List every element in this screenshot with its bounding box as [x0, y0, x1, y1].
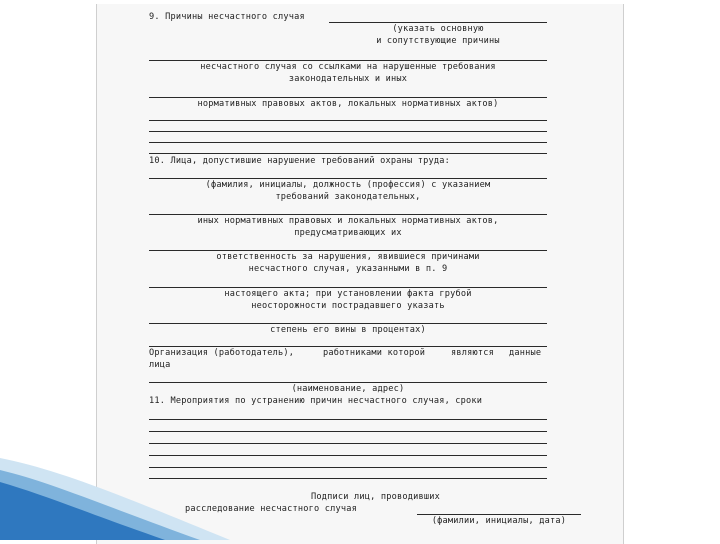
fill-line[interactable] [149, 346, 547, 347]
fill-line[interactable] [329, 22, 547, 23]
org-label: данные [509, 348, 542, 358]
org-label: Организация (работодатель), [149, 348, 295, 358]
hint-text: (фамилии, инициалы, дата) [431, 516, 567, 526]
hint-text: степень его вины в процентах) [270, 325, 426, 335]
fill-line[interactable] [149, 287, 547, 288]
section-10-title: 10. Лица, допустившие нарушение требований охраны труда: [149, 156, 450, 166]
org-label: являются [451, 348, 494, 358]
fill-line[interactable] [149, 214, 547, 215]
section-9-title: 9. Причины несчастного случая [149, 12, 305, 22]
hint-text: и сопутствующие причины [376, 36, 500, 46]
fill-line[interactable] [149, 323, 547, 324]
hint-text: неосторожности пострадавшего указать [251, 301, 445, 311]
org-label: работниками которой [323, 348, 426, 358]
fill-line[interactable] [149, 60, 547, 61]
org-label: лица [149, 360, 171, 370]
hint-text: (указать основную [392, 24, 484, 34]
signature-line[interactable] [417, 514, 581, 515]
fill-line[interactable] [149, 97, 547, 98]
hint-text: настоящего акта; при установлении факта грубой [224, 289, 472, 299]
signature-label: расследование несчастного случая [185, 504, 357, 514]
fill-line[interactable] [149, 419, 547, 420]
section-11-title: 11. Мероприятия по устранению причин несчастного случая, сроки [149, 396, 483, 406]
hint-text: несчастного случая, указанными в п. 9 [248, 264, 448, 274]
fill-line[interactable] [149, 382, 547, 383]
fill-line[interactable] [149, 153, 547, 154]
hint-text: иных нормативных правовых и локальных нормативных актов, [197, 216, 499, 226]
hint-text: требований законодательных, [275, 192, 421, 202]
fill-line[interactable] [149, 178, 547, 179]
hint-text: законодательных и иных [288, 74, 408, 84]
decorative-waves [0, 440, 230, 540]
hint-text: нормативных правовых актов, локальных нормативных актов) [197, 99, 499, 109]
fill-line[interactable] [149, 142, 547, 143]
hint-text: несчастного случая со ссылками на нарушенные требования [200, 62, 496, 72]
hint-text: предусматривающих их [294, 228, 402, 238]
fill-line[interactable] [149, 431, 547, 432]
hint-text: (наименование, адрес) [291, 384, 405, 394]
fill-line[interactable] [149, 120, 547, 121]
fill-line[interactable] [149, 131, 547, 132]
hint-text: (фамилия, инициалы, должность (профессия) с указанием [205, 180, 491, 190]
fill-line[interactable] [149, 250, 547, 251]
hint-text: ответственность за нарушения, явившиеся причинами [216, 252, 480, 262]
signature-label: Подписи лиц, проводивших [311, 492, 440, 502]
